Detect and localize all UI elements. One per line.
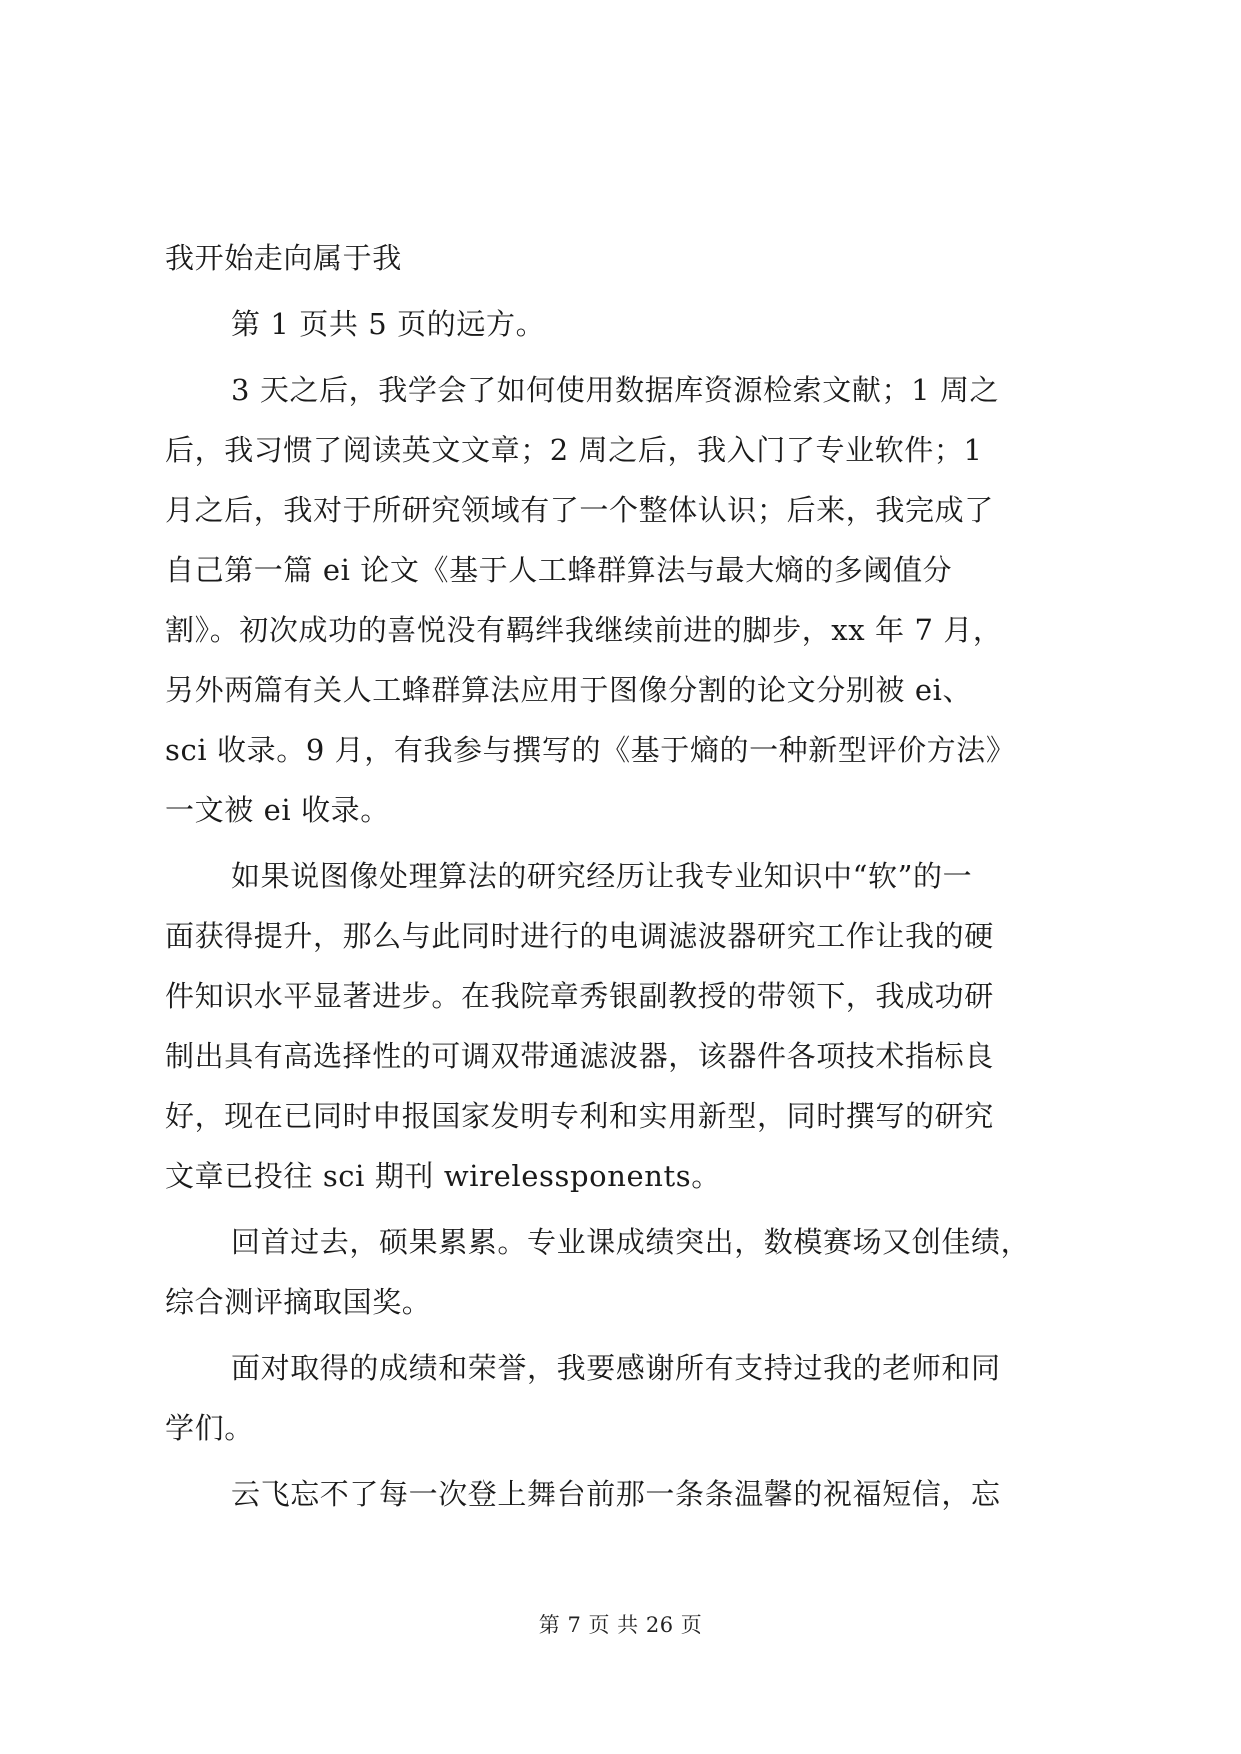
text-line: 另外两篇有关人工蜂群算法应用于图像分割的论文分别被 ei、 [165, 673, 973, 707]
text-line: 第 1 页共 5 页的远方。 [231, 307, 546, 341]
text-line: 学们。 [165, 1411, 254, 1445]
text-line: 月之后，我对于所研究领域有了一个整体认识；后来，我完成了 [165, 493, 994, 527]
text-line: 云飞忘不了每一次登上舞台前那一条条温馨的祝福短信，忘 [231, 1477, 1001, 1511]
text-line: 3 天之后，我学会了如何使用数据库资源检索文献；1 周之 [231, 373, 1000, 407]
page-footer: 第 7 页 共 26 页 [538, 1613, 703, 1637]
text-line: 件知识水平显著进步。在我院章秀银副教授的带领下，我成功研 [165, 979, 994, 1013]
text-line: 如果说图像处理算法的研究经历让我专业知识中“软”的一 [231, 859, 973, 893]
text-line: 综合测评摘取国奖。 [165, 1285, 432, 1319]
text-line: 面获得提升，那么与此同时进行的电调滤波器研究工作让我的硬 [165, 919, 994, 953]
text-line: 后，我习惯了阅读英文文章；2 周之后，我入门了专业软件；1 [165, 433, 983, 467]
text-line: 制出具有高选择性的可调双带通滤波器，该器件各项技术指标良 [165, 1039, 994, 1073]
text-line: 自己第一篇 ei 论文《基于人工蜂群算法与最大熵的多阈值分 [165, 553, 953, 587]
text-line: 好，现在已同时申报国家发明专利和实用新型，同时撰写的研究 [165, 1099, 994, 1133]
text-line: 我开始走向属于我 [165, 241, 402, 275]
text-line: 文章已投往 sci 期刊 wirelessponents。 [165, 1159, 721, 1193]
text-line: 一文被 ei 收录。 [165, 793, 390, 827]
text-line: 面对取得的成绩和荣誉，我要感谢所有支持过我的老师和同 [231, 1351, 1001, 1385]
text-line: 回首过去，硕果累累。专业课成绩突出，数模赛场又创佳绩， [231, 1225, 1031, 1259]
text-line: 割》。初次成功的喜悦没有羁绊我继续前进的脚步，xx 年 7 月， [165, 613, 1003, 647]
text-line: sci 收录。9 月，有我参与撰写的《基于熵的一种新型评价方法》 [165, 733, 1016, 767]
